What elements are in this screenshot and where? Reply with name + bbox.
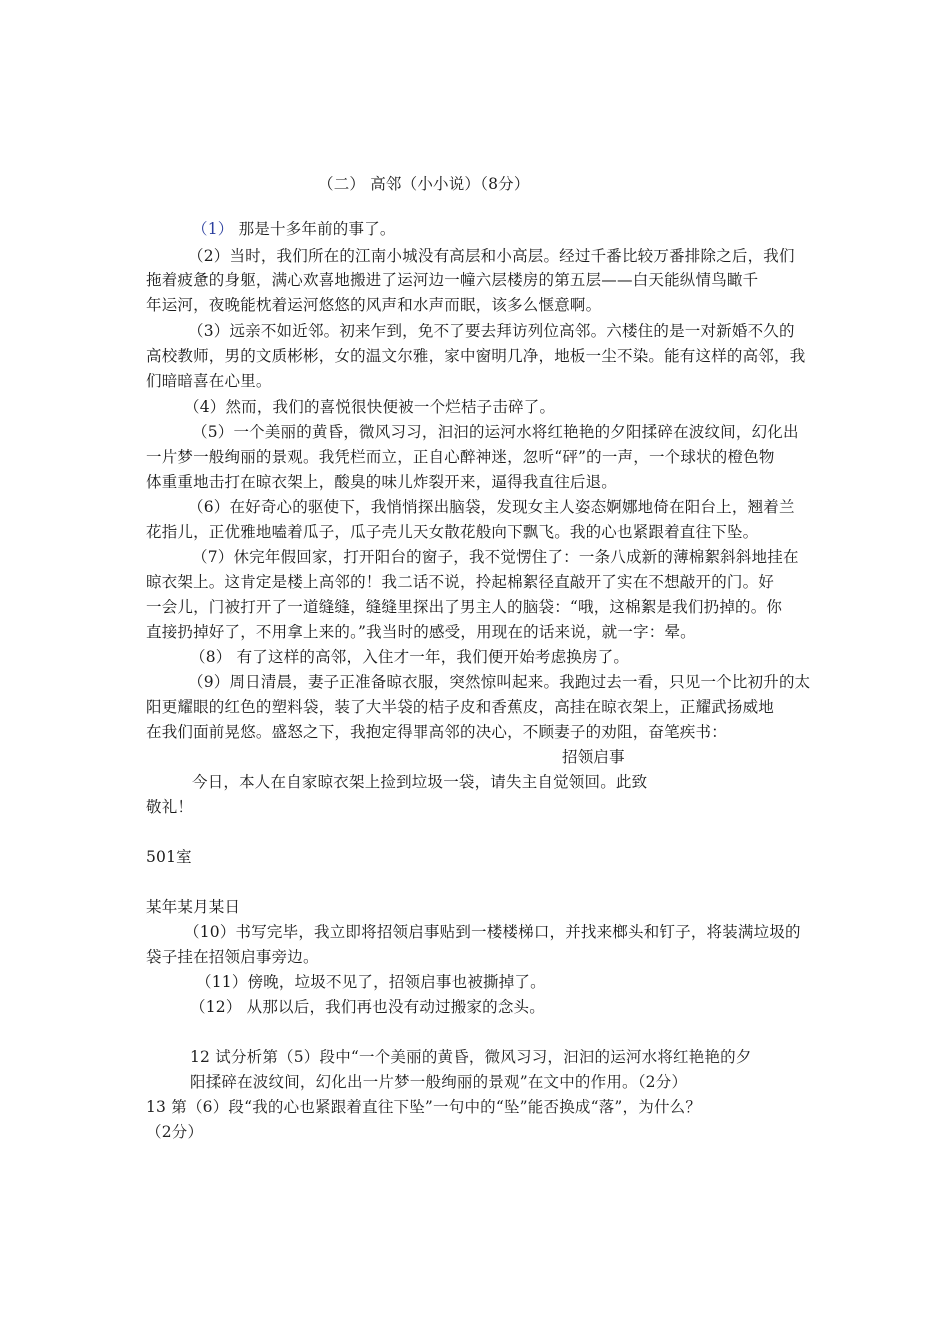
paragraph-12: （12） 从那以后，我们再也没有动过搬家的念头。 [190,998,545,1016]
paragraph-2-line-3: 年运河，夜晚能枕着运河悠悠的风声和水声而眠，该多么惬意啊。 [146,296,602,314]
notice-salute: 敬礼！ [146,798,194,816]
paragraph-5-line-3: 体重重地击打在晾衣架上，酸臭的味儿炸裂开来，逼得我直往后退。 [146,473,618,491]
paragraph-3-line-3: 们暗暗喜在心里。 [146,372,272,390]
question-13-line-2: （2分） [146,1123,204,1141]
section-title: （二） 高邻（小小说）（8分） [318,175,530,193]
paragraph-2-line-2: 拖着疲惫的身躯，满心欢喜地搬进了运河边一幢六层楼房的第五层——白天能纵情鸟瞰千 [146,271,759,289]
notice-room: 501室 [146,848,192,866]
question-13-line-1: 13 第（6）段“我的心也紧跟着直往下坠”一句中的“坠”能否换成“落”，为什么？ [146,1098,702,1116]
paragraph-7-line-2: 晾衣架上。这肯定是楼上高邻的！我二话不说，拎起棉絮径直敲开了实在不想敲开的门。好 [146,573,775,591]
paragraph-7-line-4: 直接扔掉好了，不用拿上来的。”我当时的感受，用现在的话来说，就一字：晕。 [146,623,696,641]
paragraph-10-line-2: 袋子挂在招领启事旁边。 [146,948,319,966]
paragraph-5-line-2: 一片梦一般绚丽的景观。我凭栏而立，正自心醉神迷，忽听“砰”的一声，一个球状的橙色物 [146,448,775,466]
paragraph-7-line-1: （7）休完年假回家，打开阳台的窗子，我不觉愣住了：一条八成新的薄棉絮斜斜地挂在 [192,548,799,566]
question-12-line-2: 阳揉碎在波纹间，幻化出一片梦一般绚丽的景观”在文中的作用。（2分） [190,1073,688,1091]
paragraph-9-line-3: 在我们面前晃悠。盛怒之下，我抱定得罪高邻的决心，不顾妻子的劝阻，奋笔疾书： [146,723,727,741]
paragraph-6-line-2: 花指儿，正优雅地嗑着瓜子，瓜子壳儿天女散花般向下飘飞。我的心也紧跟着直往下坠。 [146,523,759,541]
notice-date: 某年某月某日 [146,898,241,916]
paragraph-4: （4）然而，我们的喜悦很快便被一个烂桔子击碎了。 [184,398,556,416]
notice-body: 今日，本人在自家晾衣架上捡到垃圾一袋，请失主自觉领回。此致 [192,773,648,791]
paragraph-11: （11）傍晚，垃圾不见了，招领启事也被撕掉了。 [196,973,546,991]
paragraph-3-line-2: 高校教师，男的文质彬彬，女的温文尔雅，家中窗明几净，地板一尘不染。能有这样的高邻，我 [146,347,806,365]
question-12-line-1: 12 试分析第（5）段中“一个美丽的黄昏，微风习习，汩汩的运河水将红艳艳的夕 [190,1048,752,1066]
paragraph-1-text: 那是十多年前的事了。 [233,220,396,238]
paragraph-9-line-1: （9）周日清晨，妻子正准备晾衣服，突然惊叫起来。我跑过去一看，只见一个比初升的太 [188,673,811,691]
paragraph-7-line-3: 一会儿，门被打开了一道缝缝，缝缝里探出了男主人的脑袋：“哦，这棉絮是我们扔掉的。你 [146,598,783,616]
paragraph-10-line-1: （10）书写完毕，我立即将招领启事贴到一楼楼梯口，并找来榔头和钉子，将装满垃圾的 [184,923,801,941]
paragraph-1 [192,218,396,240]
paragraph-5-line-1: （5）一个美丽的黄昏，微风习习，汩汩的运河水将红艳艳的夕阳揉碎在波纹间，幻化出 [192,423,799,441]
paragraph-2-line-1: （2）当时，我们所在的江南小城没有高层和小高层。经过千番比较万番排除之后，我们 [188,247,795,265]
paragraph-6-line-1: （6）在好奇心的驱使下，我悄悄探出脑袋，发现女主人姿态婀娜地倚在阳台上，翘着兰 [188,498,795,516]
paragraph-3-line-1: （3）远亲不如近邻。初来乍到，免不了要去拜访列位高邻。六楼住的是一对新婚不久的 [188,322,795,340]
notice-title: 招领启事 [562,748,625,766]
paragraph-9-line-2: 阳更耀眼的红色的塑料袋，装了大半袋的桔子皮和香蕉皮，高挂在晾衣架上，正耀武扬威地 [146,698,775,716]
paragraph-1-number: （1） [192,220,234,238]
paragraph-8: （8） 有了这样的高邻，入住才一年，我们便开始考虑换房了。 [190,648,630,666]
